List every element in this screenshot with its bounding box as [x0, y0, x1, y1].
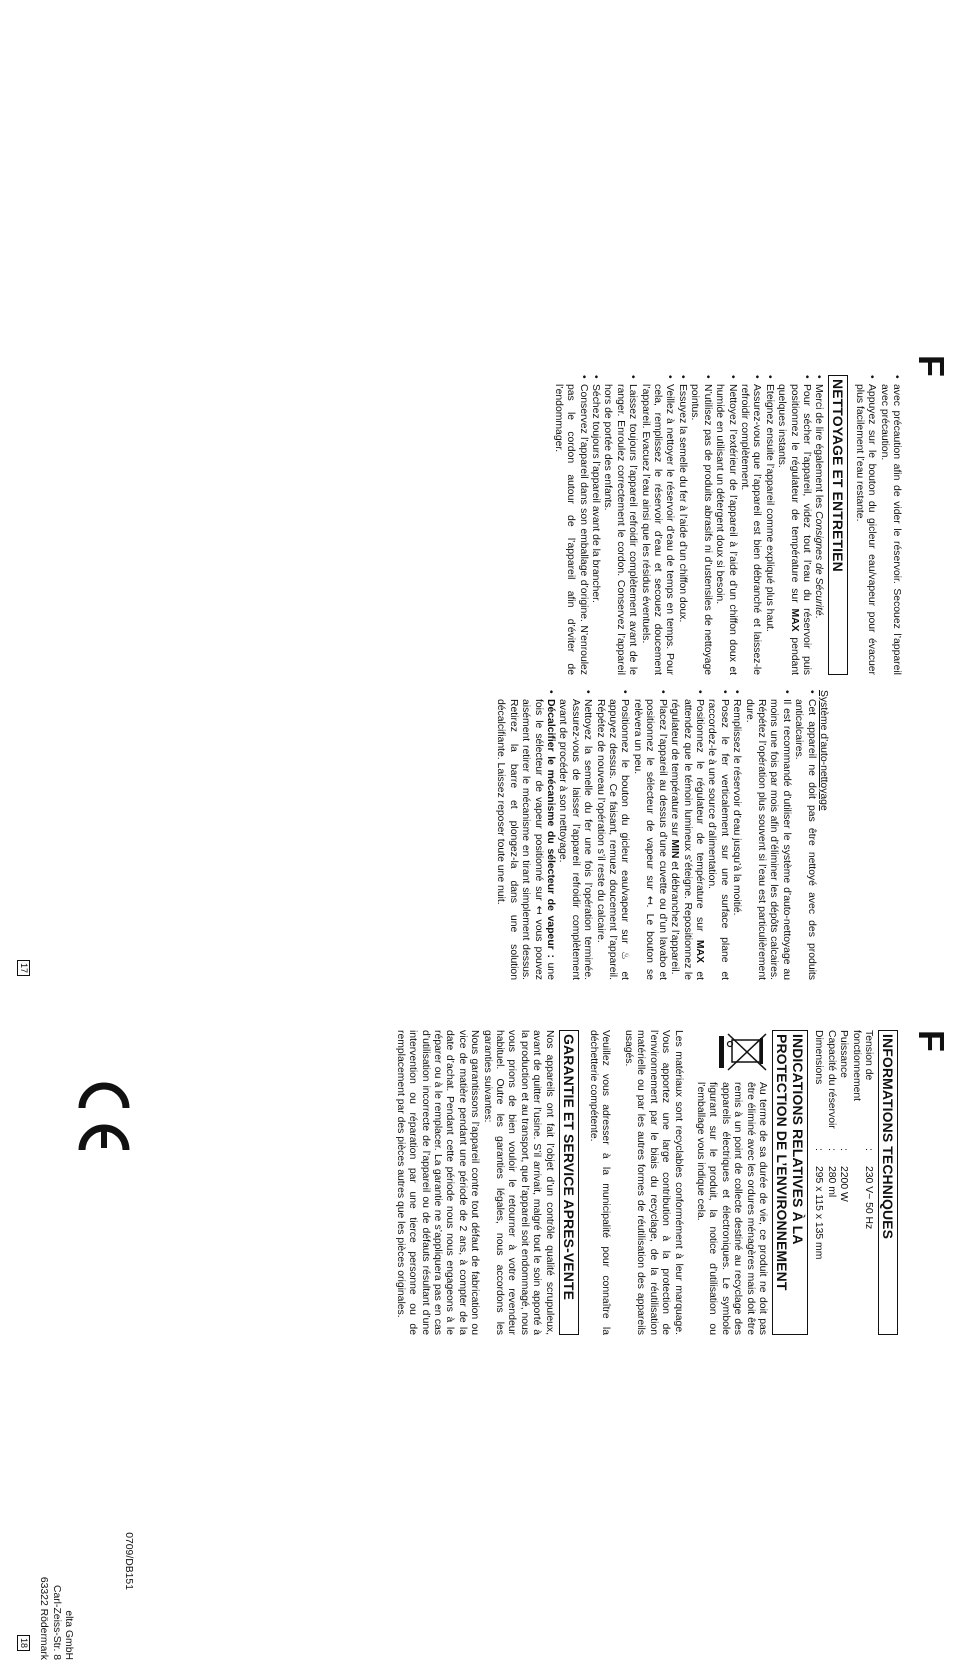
intro-bullet: • avec précaution afin de vider le réservoir. Secouez l’appareil avec précaution.	[877, 375, 902, 675]
spec-row	[812, 1030, 824, 1335]
list-item: • Merci de lire également les Consignes de Sécurité.	[812, 375, 824, 675]
env-icon-text: Au terme de sa durée de vie, ce produit ne doit pas être éliminé avec les ordures ménagères mais doit être remis à un point de collecte destiné au recyclage des appareils électriques et électroniques. Le symbole figurant sur le produit, la notice d’utilisation ou l’emballage vous indique cela.	[694, 1082, 768, 1335]
list-item: • Remplissez le réservoir d’eau jusqu’à la moitié.	[730, 690, 742, 980]
spec-label: Capacité du réservoir	[825, 1030, 837, 1129]
list-item: • Essuyez la semelle du fer à l’aide d’un chiffon doux.	[676, 375, 688, 675]
list-item: • Il est recommandé d’utiliser le système d’auto-nettoyage au moins une fois par mois afin d’éliminer les dépôts calcaires. Répétez l’opération plus souvent si l’eau est particulièrement dure.	[742, 690, 792, 980]
env-paragraph: Les matériaux sont recyclables conformément à leur marquage. Vous apportez une large contribution à la protection de l’environnement par le biais du recyclage, de la réutilisation matérielle ou par les autres formes de réutilisation des appareils usagés.	[622, 1030, 684, 1335]
doc-code: 0709/DB151	[123, 1532, 134, 1590]
address-line: Carl-Zeiss-Str. 8	[50, 1584, 62, 1660]
list-item: • N’utilisez pas de produits abrasifs ni d’ustensiles de nettoyage pointus.	[688, 375, 713, 675]
warranty-paragraph: Nous garantissons l’appareil contre tout défaut de fabrication ou vice de matière pendant une période de 2 ans, à compter de la date d’achat. Pendant cette période nous nous engageons à le réparer ou à le remplacer. La garantie ne s’appliquera pas en cas d’utilisation incorrecte de l’appareil ou de défauts résultant d’une intervention ou réparation par une tierce personne ou de remplacement par des pièces autres que les pièces originales.	[394, 1030, 481, 1335]
spec-row	[824, 1030, 836, 1335]
list-item: • Posez le fer verticalement sur une surface plane et raccordez-le à une source d’alimentation.	[705, 690, 730, 980]
spec-value: 2200 W	[838, 1166, 850, 1202]
spec-value: 230 V~ 50 Hz	[863, 1166, 874, 1230]
list-item: • Veillez à nettoyer le réservoir d’eau de temps en temps. Pour cela, remplissez le réservoir d’eau et secouez doucement l’appareil. Evacuez l’eau ainsi que les résidus éventuels.	[638, 375, 675, 675]
list-item: • Pour sécher l’appareil, videz tout l’eau du réservoir puis positionnez le régulateur de température sur MAX pendant quelques instants.	[775, 375, 812, 675]
language-letter: F	[911, 355, 952, 377]
spec-value: 280 ml	[825, 1166, 837, 1198]
list-item: • Nettoyez l’extérieur de l’appareil à l’aide d’un chiffon doux et humide en utilisant un détergent doux si besoin.	[713, 375, 738, 675]
list-item: • Séchez toujours l’appareil avant de la brancher.	[589, 375, 601, 675]
list-item: • Positionnez le régulateur de température sur MAX et attendez que le témoin lumineux s’éteigne. Repositionnez le régulateur de température sur MIN et débranchez l’appareil.	[668, 690, 705, 980]
spec-separator: :	[825, 1148, 837, 1151]
list-item: • Cet appareil ne doit pas être nettoyé avec des produits anticalcaires.	[792, 690, 817, 980]
page-18	[0, 1020, 954, 1680]
column-left	[393, 1030, 902, 1335]
spec-row	[837, 1030, 849, 1335]
subsection-title: Système d’auto-nettoyage	[818, 690, 829, 811]
spec-separator: :	[838, 1148, 850, 1151]
list-item: • Positionnez le bouton du gicleur eau/vapeur sur ♨ et appuyez dessus. Ce faisant, remuez doucement l’appareil. Répétez de nouveau l’opération s’il reste du calcaire.	[593, 690, 630, 980]
section-heading-cleaning: NETTOYAGE ET ENTRETIEN	[828, 375, 848, 675]
crossed-out-bin-icon	[714, 1030, 768, 1082]
intro-bullet: • Appuyez sur le bouton du gicleur eau/vapeur pour évacuer plus facilement l’eau restante.	[852, 375, 877, 675]
address-block	[37, 1540, 74, 1660]
warranty-paragraph: Nos appareils ont fait l’objet d’un contrôle qualité scrupuleux, avant de quitter l’usine. S’il arrivait, malgré tout le soin apporté à la production et au transport, que l’appareil soit endommagé, nous vous prions de bien vouloir le retourner à votre revendeur habituel. Outre les garanties légales, nous accordons les garanties suivantes:	[481, 1030, 555, 1335]
spec-label: Tension de fonctionnement	[850, 1030, 874, 1102]
list-item: • Conservez l’appareil dans son emballage d’origine. N’enroulez pas le cordon autour de l’appareil afin d’éviter de l’endommager.	[551, 375, 588, 675]
spec-label: Puissance	[838, 1030, 850, 1078]
address-line: 63322 Rödermark	[38, 1576, 50, 1660]
list-item: • Laissez toujours l’appareil refroidir complètement avant de le ranger. Enroulez correctement le cordon. Conservez l’appareil hors de portée des enfants.	[601, 375, 638, 675]
list-item: • Décalcifier le mécanisme du sélecteur de vapeur : une fois le sélecteur de vapeur positionné sur ↤ vous pouvez aisément retirer le mécanisme en tirant simplement dessus. Retirez la barre et plongez-la dans une solution décalcifiante. Laissez reposer toute une nuit.	[494, 690, 556, 980]
section-heading-environment: INDICATIONS RELATIVES À LA PROTECTION DE L’ENVIRONNEMENT	[772, 1030, 808, 1335]
list-item: • Eteignez ensuite l’appareil comme expliqué plus haut.	[762, 375, 774, 675]
spec-label: Dimensions	[813, 1030, 825, 1085]
list-item: • Assurez-vous que l’appareil est bien débranché et laissez-le refroidir complètement.	[738, 375, 763, 675]
column-right	[494, 690, 829, 980]
address-line: elta GmbH	[63, 1610, 74, 1660]
spec-value: 295 x 115 x 135 mm	[813, 1166, 825, 1260]
environment-notice	[694, 1030, 768, 1335]
list-item: • Placez l’appareil au dessus d’une cuvette ou d’un lavabo et positionnez le sélecteur de vapeur sur ↤. Le bouton se relèvera un peu.	[631, 690, 668, 980]
doc-code-block	[122, 1470, 134, 1590]
page-17	[0, 345, 954, 1005]
section-heading-warranty: GARANTIE ET SERVICE APRES-VENTE	[559, 1030, 579, 1335]
section-heading-tech: INFORMATIONS TECHNIQUES	[878, 1030, 898, 1335]
spec-separator: :	[813, 1148, 825, 1151]
list-item: • Nettoyez la semelle du fer une fois l’opération terminée. Assurez-vous de laisser l’appareil refroidir complètement avant de procéder à son nettoyage.	[556, 690, 593, 980]
page-number: 17	[17, 960, 30, 976]
spec-separator: :	[863, 1148, 874, 1151]
column-left	[551, 375, 902, 675]
ce-mark-logo	[71, 1078, 132, 1158]
page-number: 18	[17, 1635, 30, 1651]
language-letter: F	[911, 1030, 952, 1052]
spec-row	[849, 1030, 874, 1335]
env-paragraph: Veuillez vous adresser à la municipalité pour connaître la déchetterie compétente.	[588, 1030, 612, 1335]
